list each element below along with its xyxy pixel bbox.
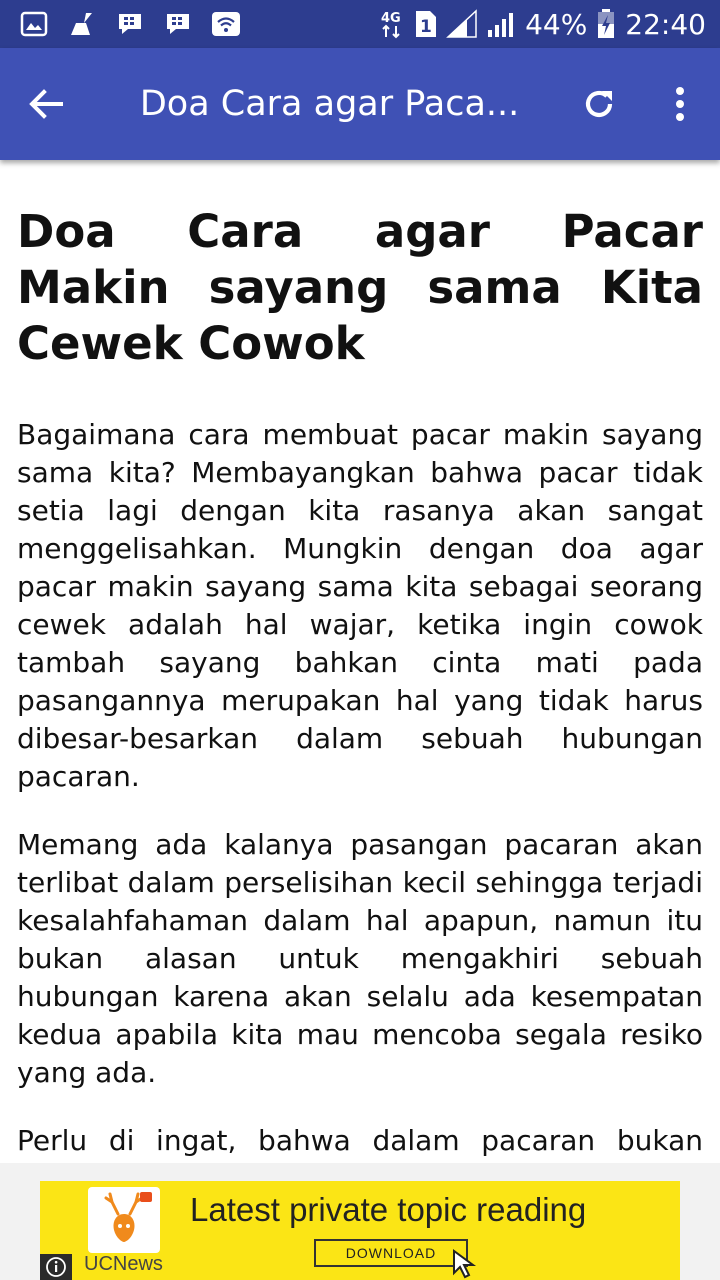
ad-info-button[interactable] <box>40 1254 72 1280</box>
system-indicators <box>379 8 706 41</box>
bbm-chat-icon-2 <box>164 10 192 38</box>
battery-charging-icon <box>597 9 615 39</box>
article-paragraph: Memang ada kalanya pasangan pacaran akan terlibat dalam perselisihan kecil sehingga terjadi kesalahfahaman dalam hal apapun, namun itu bukan alasan untuk mengakhiri sebuah hubungan karena akan selalu ada kesempatan kedua apabila kita mau mencoba segala resiko yang ada. <box>17 828 703 1089</box>
battery-percent: 44% <box>525 7 588 41</box>
page-title: Doa Cara agar Paca... <box>139 84 520 124</box>
article-paragraph: Bagaimana cara membuat pacar makin sayang sama kita? Membayangkan bahwa pacar tidak setia lagi dengan kita rasanya akan sangat menggelisahkan. Mungkin dengan doa agar pacar makin sayang sama kita sebagai seorang cewek adalah hal wajar, ketika ingin cowok tambah sayang bahkan cinta mati pada pasangannya merupakan hal yang tidak harus dibesar-besarkan dalam sebuah hubungan pacaran. <box>17 418 703 793</box>
ad-container <box>0 1163 720 1280</box>
cleaner-broom-icon <box>68 10 96 38</box>
network-4g-icon <box>379 9 405 39</box>
back-button[interactable] <box>0 48 92 160</box>
sim-label: 1 <box>420 17 432 37</box>
uc-news-logo <box>88 1187 160 1253</box>
ad-headline: Latest private topic reading <box>190 1191 587 1228</box>
wifi-icon <box>212 10 240 38</box>
clock: 22:40 <box>625 7 706 41</box>
signal-bars-icon <box>487 9 515 39</box>
status-bar <box>0 0 720 48</box>
ad-download-button[interactable]: DOWNLOAD <box>314 1239 468 1267</box>
pointer-cursor-icon <box>452 1249 478 1279</box>
refresh-icon <box>581 86 617 122</box>
info-icon <box>45 1256 67 1278</box>
deer-logo-icon <box>94 1192 154 1248</box>
app-toolbar <box>0 48 720 160</box>
overflow-menu-button[interactable] <box>640 48 720 160</box>
notification-icons <box>20 10 240 38</box>
signal-strength-icon <box>447 9 477 39</box>
sim-icon <box>415 9 437 39</box>
bbm-chat-icon <box>116 10 144 38</box>
gallery-icon <box>20 10 48 38</box>
refresh-button[interactable] <box>559 48 639 160</box>
article-paragraph: Perlu di ingat, bahwa dalam pacaran bukan <box>17 1124 703 1157</box>
ad-brand: UCNews <box>84 1253 163 1275</box>
network-label: 4G <box>381 11 401 26</box>
article-title: Doa Cara agar Pacar Makin sayang sama Kita Cewek Cowok <box>17 205 703 370</box>
ad-banner[interactable] <box>40 1181 680 1280</box>
article-content[interactable] <box>0 160 720 1163</box>
more-vert-icon <box>675 86 685 122</box>
arrow-back-icon <box>29 89 63 119</box>
